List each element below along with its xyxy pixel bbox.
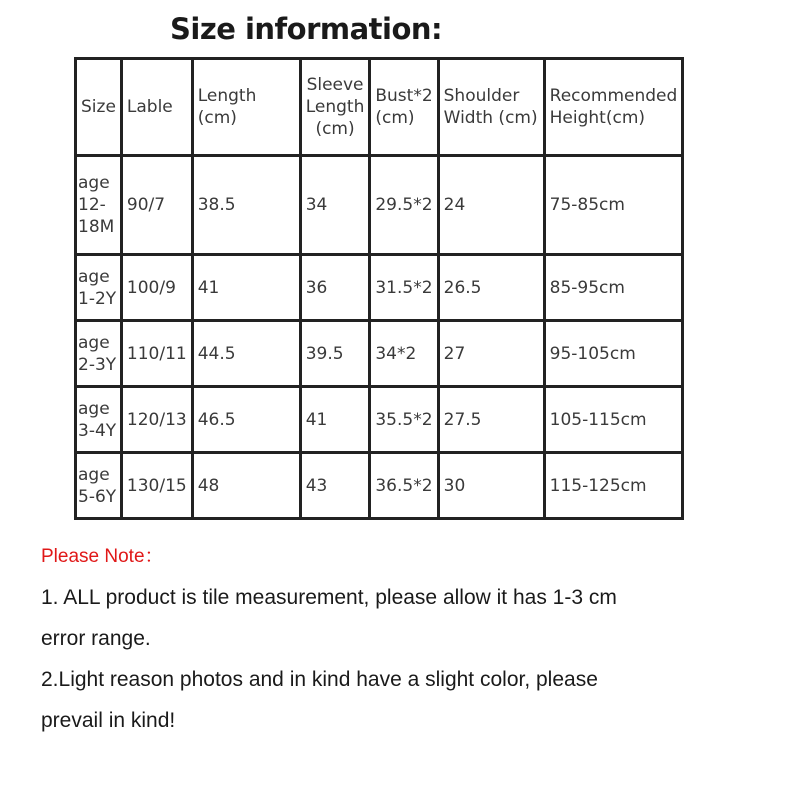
header-sleeve-length: Sleeve Length (cm) — [300, 59, 370, 156]
header-recommended-height: Recommended Height(cm) — [544, 59, 683, 156]
cell-shoulder: 30 — [438, 453, 544, 519]
table-row — [76, 321, 683, 387]
cell-height: 75-85cm — [544, 156, 683, 255]
cell-label: 90/7 — [121, 156, 192, 255]
cell-length: 38.5 — [192, 156, 300, 255]
header-shoulder-width: Shoulder Width (cm) — [438, 59, 544, 156]
cell-size: age 3-4Y — [76, 387, 122, 453]
table-row — [76, 156, 683, 255]
cell-shoulder: 24 — [438, 156, 544, 255]
cell-label: 130/15 — [121, 453, 192, 519]
cell-size: age 12- 18M — [76, 156, 122, 255]
cell-sleeve: 34 — [300, 156, 370, 255]
cell-length: 48 — [192, 453, 300, 519]
table-row — [76, 453, 683, 519]
cell-length: 46.5 — [192, 387, 300, 453]
cell-bust: 31.5*2 — [370, 255, 438, 321]
table-row — [76, 255, 683, 321]
cell-sleeve: 43 — [300, 453, 370, 519]
header-size: Size — [76, 59, 122, 156]
cell-sleeve: 41 — [300, 387, 370, 453]
page-title: Size information: — [170, 12, 443, 46]
note-line: 1. ALL product is tile measurement, please allow it has 1-3 cm — [41, 586, 617, 609]
note-line: 2.Light reason photos and in kind have a slight color, please — [41, 668, 598, 691]
cell-bust: 34*2 — [370, 321, 438, 387]
header-length: Length (cm) — [192, 59, 300, 156]
cell-height: 95-105cm — [544, 321, 683, 387]
cell-length: 44.5 — [192, 321, 300, 387]
cell-sleeve: 39.5 — [300, 321, 370, 387]
table-header-row — [76, 59, 683, 156]
cell-bust: 29.5*2 — [370, 156, 438, 255]
cell-sleeve: 36 — [300, 255, 370, 321]
cell-shoulder: 26.5 — [438, 255, 544, 321]
cell-label: 100/9 — [121, 255, 192, 321]
note-line: error range. — [41, 627, 151, 650]
note-heading: Please Note： — [41, 546, 164, 567]
cell-shoulder: 27 — [438, 321, 544, 387]
notes-section — [41, 536, 781, 741]
cell-length: 41 — [192, 255, 300, 321]
cell-shoulder: 27.5 — [438, 387, 544, 453]
cell-size: age 5-6Y — [76, 453, 122, 519]
table-row — [76, 387, 683, 453]
note-line: prevail in kind! — [41, 709, 176, 732]
cell-height: 85-95cm — [544, 255, 683, 321]
cell-size: age 1-2Y — [76, 255, 122, 321]
cell-label: 120/13 — [121, 387, 192, 453]
header-label: Lable — [121, 59, 192, 156]
cell-height: 105-115cm — [544, 387, 683, 453]
cell-label: 110/11 — [121, 321, 192, 387]
size-table — [74, 57, 684, 520]
cell-bust: 36.5*2 — [370, 453, 438, 519]
cell-height: 115-125cm — [544, 453, 683, 519]
cell-bust: 35.5*2 — [370, 387, 438, 453]
cell-size: age 2-3Y — [76, 321, 122, 387]
header-bust: Bust*2 (cm) — [370, 59, 438, 156]
